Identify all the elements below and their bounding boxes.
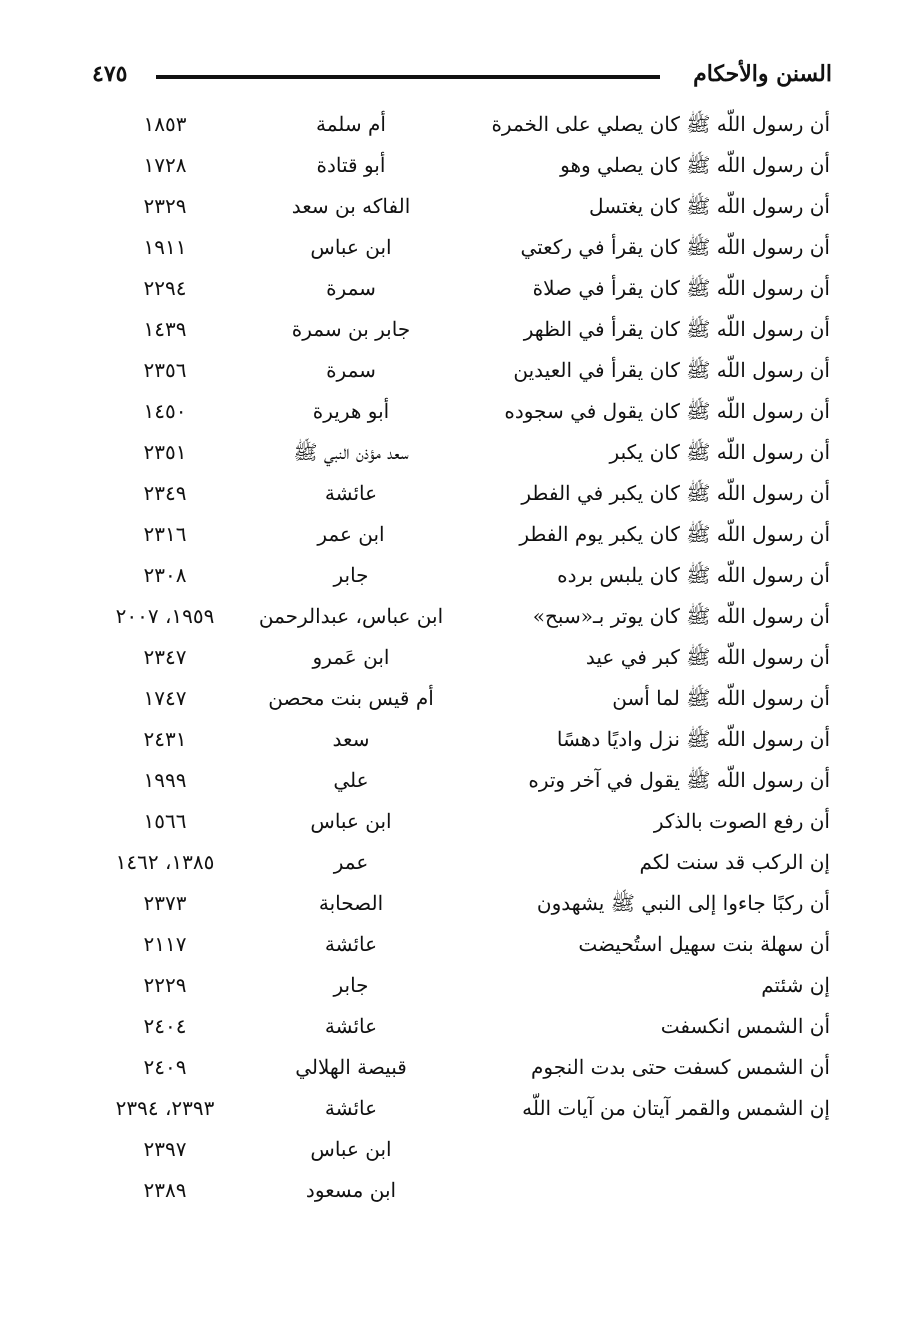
index-row	[92, 475, 832, 516]
index-row	[92, 1049, 832, 1090]
hadith-title: أن الشمس كسفت حتى بدت النجوم	[531, 1055, 830, 1079]
narrator: عائشة	[324, 1096, 378, 1120]
hadith-number: ٢٣٤٩	[143, 481, 187, 505]
narrator: جابر	[333, 563, 369, 587]
hadith-title: أن الشمس انكسفت	[660, 1014, 830, 1038]
narrator: ابن عباس، عبدالرحمن	[258, 604, 444, 628]
hadith-title: أن رسول اللّه ﷺ كان يكبر	[609, 440, 830, 464]
narrator: عائشة	[324, 932, 378, 956]
hadith-number: ١٧٤٧	[143, 686, 187, 710]
hadith-title: أن رسول اللّه ﷺ كان يقرأ في الظهر	[523, 317, 830, 341]
narrator: ابن عباس	[310, 809, 392, 833]
index-row	[92, 434, 832, 475]
hadith-number: ٢٤٣١	[143, 727, 187, 751]
index-row	[92, 311, 832, 352]
index-row	[92, 147, 832, 188]
index-table	[92, 106, 832, 1213]
index-row	[92, 762, 832, 803]
hadith-title: أن رسول اللّه ﷺ كبر في عيد	[585, 645, 830, 669]
hadith-number: ١٣٨٥، ١٤٦٢	[115, 850, 215, 874]
hadith-title: أن رسول اللّه ﷺ كان يكبر في الفطر	[521, 481, 830, 505]
hadith-number: ١٩١١	[143, 235, 187, 259]
index-row	[92, 557, 832, 598]
index-row	[92, 188, 832, 229]
index-row	[92, 393, 832, 434]
index-row	[92, 680, 832, 721]
index-row	[92, 352, 832, 393]
hadith-number: ٢٤٠٤	[143, 1014, 187, 1038]
hadith-title: أن رسول اللّه ﷺ كان يغتسل	[588, 194, 830, 218]
hadith-number: ٢٣٥١	[143, 440, 187, 464]
hadith-number: ٢٢٢٩	[143, 973, 187, 997]
hadith-number: ٢٣٨٩	[143, 1178, 187, 1202]
hadith-number: ٢٣٩٧	[143, 1137, 187, 1161]
hadith-number: ٢٣٢٩	[143, 194, 187, 218]
narrator: جابر	[333, 973, 369, 997]
page-number: ٤٧٥	[92, 61, 128, 87]
hadith-title: أن رسول اللّه ﷺ يقول في آخر وتره	[528, 768, 830, 792]
index-row	[92, 229, 832, 270]
hadith-number: ١٤٥٠	[143, 399, 187, 423]
narrator: الصحابة	[318, 891, 384, 915]
hadith-title: أن سهلة بنت سهيل استُحيضت	[578, 932, 830, 956]
hadith-number: ٢٣٤٧	[143, 645, 187, 669]
narrator: ابن مسعود	[305, 1178, 397, 1202]
hadith-number: ١٩٥٩، ٢٠٠٧	[115, 604, 215, 628]
hadith-title: أن رسول اللّه ﷺ كان يوتر بـ«سبح»	[532, 604, 830, 628]
hadith-number: ١٨٥٣	[143, 112, 187, 136]
hadith-title: أن رسول اللّه ﷺ كان يلبس برده	[557, 563, 830, 587]
narrator: ابن عباس	[310, 1137, 392, 1161]
index-row	[92, 1008, 832, 1049]
hadith-title: أن رسول اللّه ﷺ كان يقول في سجوده	[504, 399, 830, 423]
narrator: ابن عمر	[317, 522, 385, 546]
hadith-number: ١٤٣٩	[143, 317, 187, 341]
narrator: علي	[333, 768, 369, 792]
narrator: الفاكه بن سعد	[291, 194, 411, 218]
narrator: أبو هريرة	[312, 399, 390, 423]
hadith-number: ٢١١٧	[143, 932, 187, 956]
narrator: سمرة	[326, 358, 376, 382]
hadith-title: أن رسول اللّه ﷺ كان يصلي وهو	[560, 153, 830, 177]
hadith-title: أن ركبًا جاءوا إلى النبي ﷺ يشهدون	[536, 891, 830, 915]
hadith-number: ٢٤٠٩	[143, 1055, 187, 1079]
hadith-title: أن رسول اللّه ﷺ لما أسن	[612, 686, 830, 710]
narrator: عمر	[333, 850, 369, 874]
index-row	[92, 639, 832, 680]
hadith-title: أن رسول اللّه ﷺ كان يقرأ في صلاة	[532, 276, 830, 300]
narrator: ابن عَمرو	[312, 645, 390, 669]
page-header	[92, 58, 832, 94]
hadith-title: إن الشمس والقمر آيتان من آيات اللّه	[522, 1096, 830, 1120]
index-row	[92, 598, 832, 639]
narrator: سعد	[332, 727, 370, 751]
narrator: جابر بن سمرة	[291, 317, 411, 341]
hadith-title: أن رسول اللّه ﷺ كان يكبر يوم الفطر	[519, 522, 830, 546]
header-rule	[156, 75, 660, 79]
index-row	[92, 926, 832, 967]
index-row	[92, 844, 832, 885]
index-row	[92, 270, 832, 311]
index-row	[92, 967, 832, 1008]
index-row	[92, 516, 832, 557]
hadith-number: ١٥٦٦	[143, 809, 187, 833]
narrator: سعد مؤذن النبي ﷺ	[293, 440, 409, 464]
narrator: أبو قتادة	[316, 153, 386, 177]
hadith-title: أن رسول اللّه ﷺ كان يصلي على الخمرة	[491, 112, 830, 136]
hadith-number: ٢٢٩٤	[143, 276, 187, 300]
hadith-number: ٢٣٠٨	[143, 563, 187, 587]
hadith-number: ٢٣٥٦	[143, 358, 187, 382]
index-row	[92, 1131, 832, 1172]
narrator: ابن عباس	[310, 235, 392, 259]
hadith-number: ٢٣٧٣	[143, 891, 187, 915]
index-row	[92, 803, 832, 844]
index-row	[92, 1172, 832, 1213]
hadith-title: أن رسول اللّه ﷺ نزل واديًا دهسًا	[556, 727, 830, 751]
hadith-number: ١٩٩٩	[143, 768, 187, 792]
hadith-number: ٢٣٩٣، ٢٣٩٤	[115, 1096, 215, 1120]
narrator: سمرة	[326, 276, 376, 300]
index-row	[92, 1090, 832, 1131]
hadith-title: أن رفع الصوت بالذكر	[653, 809, 830, 833]
narrator: عائشة	[324, 1014, 378, 1038]
narrator: أم قيس بنت محصن	[268, 686, 434, 710]
hadith-number: ٢٣١٦	[143, 522, 187, 546]
header-title: السنن والأحكام	[693, 61, 832, 87]
narrator: عائشة	[324, 481, 378, 505]
index-row	[92, 106, 832, 147]
hadith-title: إن الركب قد سنت لكم	[639, 850, 830, 874]
hadith-title: إن شئتم	[761, 973, 830, 997]
narrator: أم سلمة	[316, 112, 386, 136]
narrator: قبيصة الهلالي	[295, 1055, 407, 1079]
hadith-title: أن رسول اللّه ﷺ كان يقرأ في العيدين	[513, 358, 830, 382]
index-row	[92, 721, 832, 762]
index-row	[92, 885, 832, 926]
hadith-number: ١٧٢٨	[143, 153, 187, 177]
hadith-title: أن رسول اللّه ﷺ كان يقرأ في ركعتي	[520, 235, 830, 259]
